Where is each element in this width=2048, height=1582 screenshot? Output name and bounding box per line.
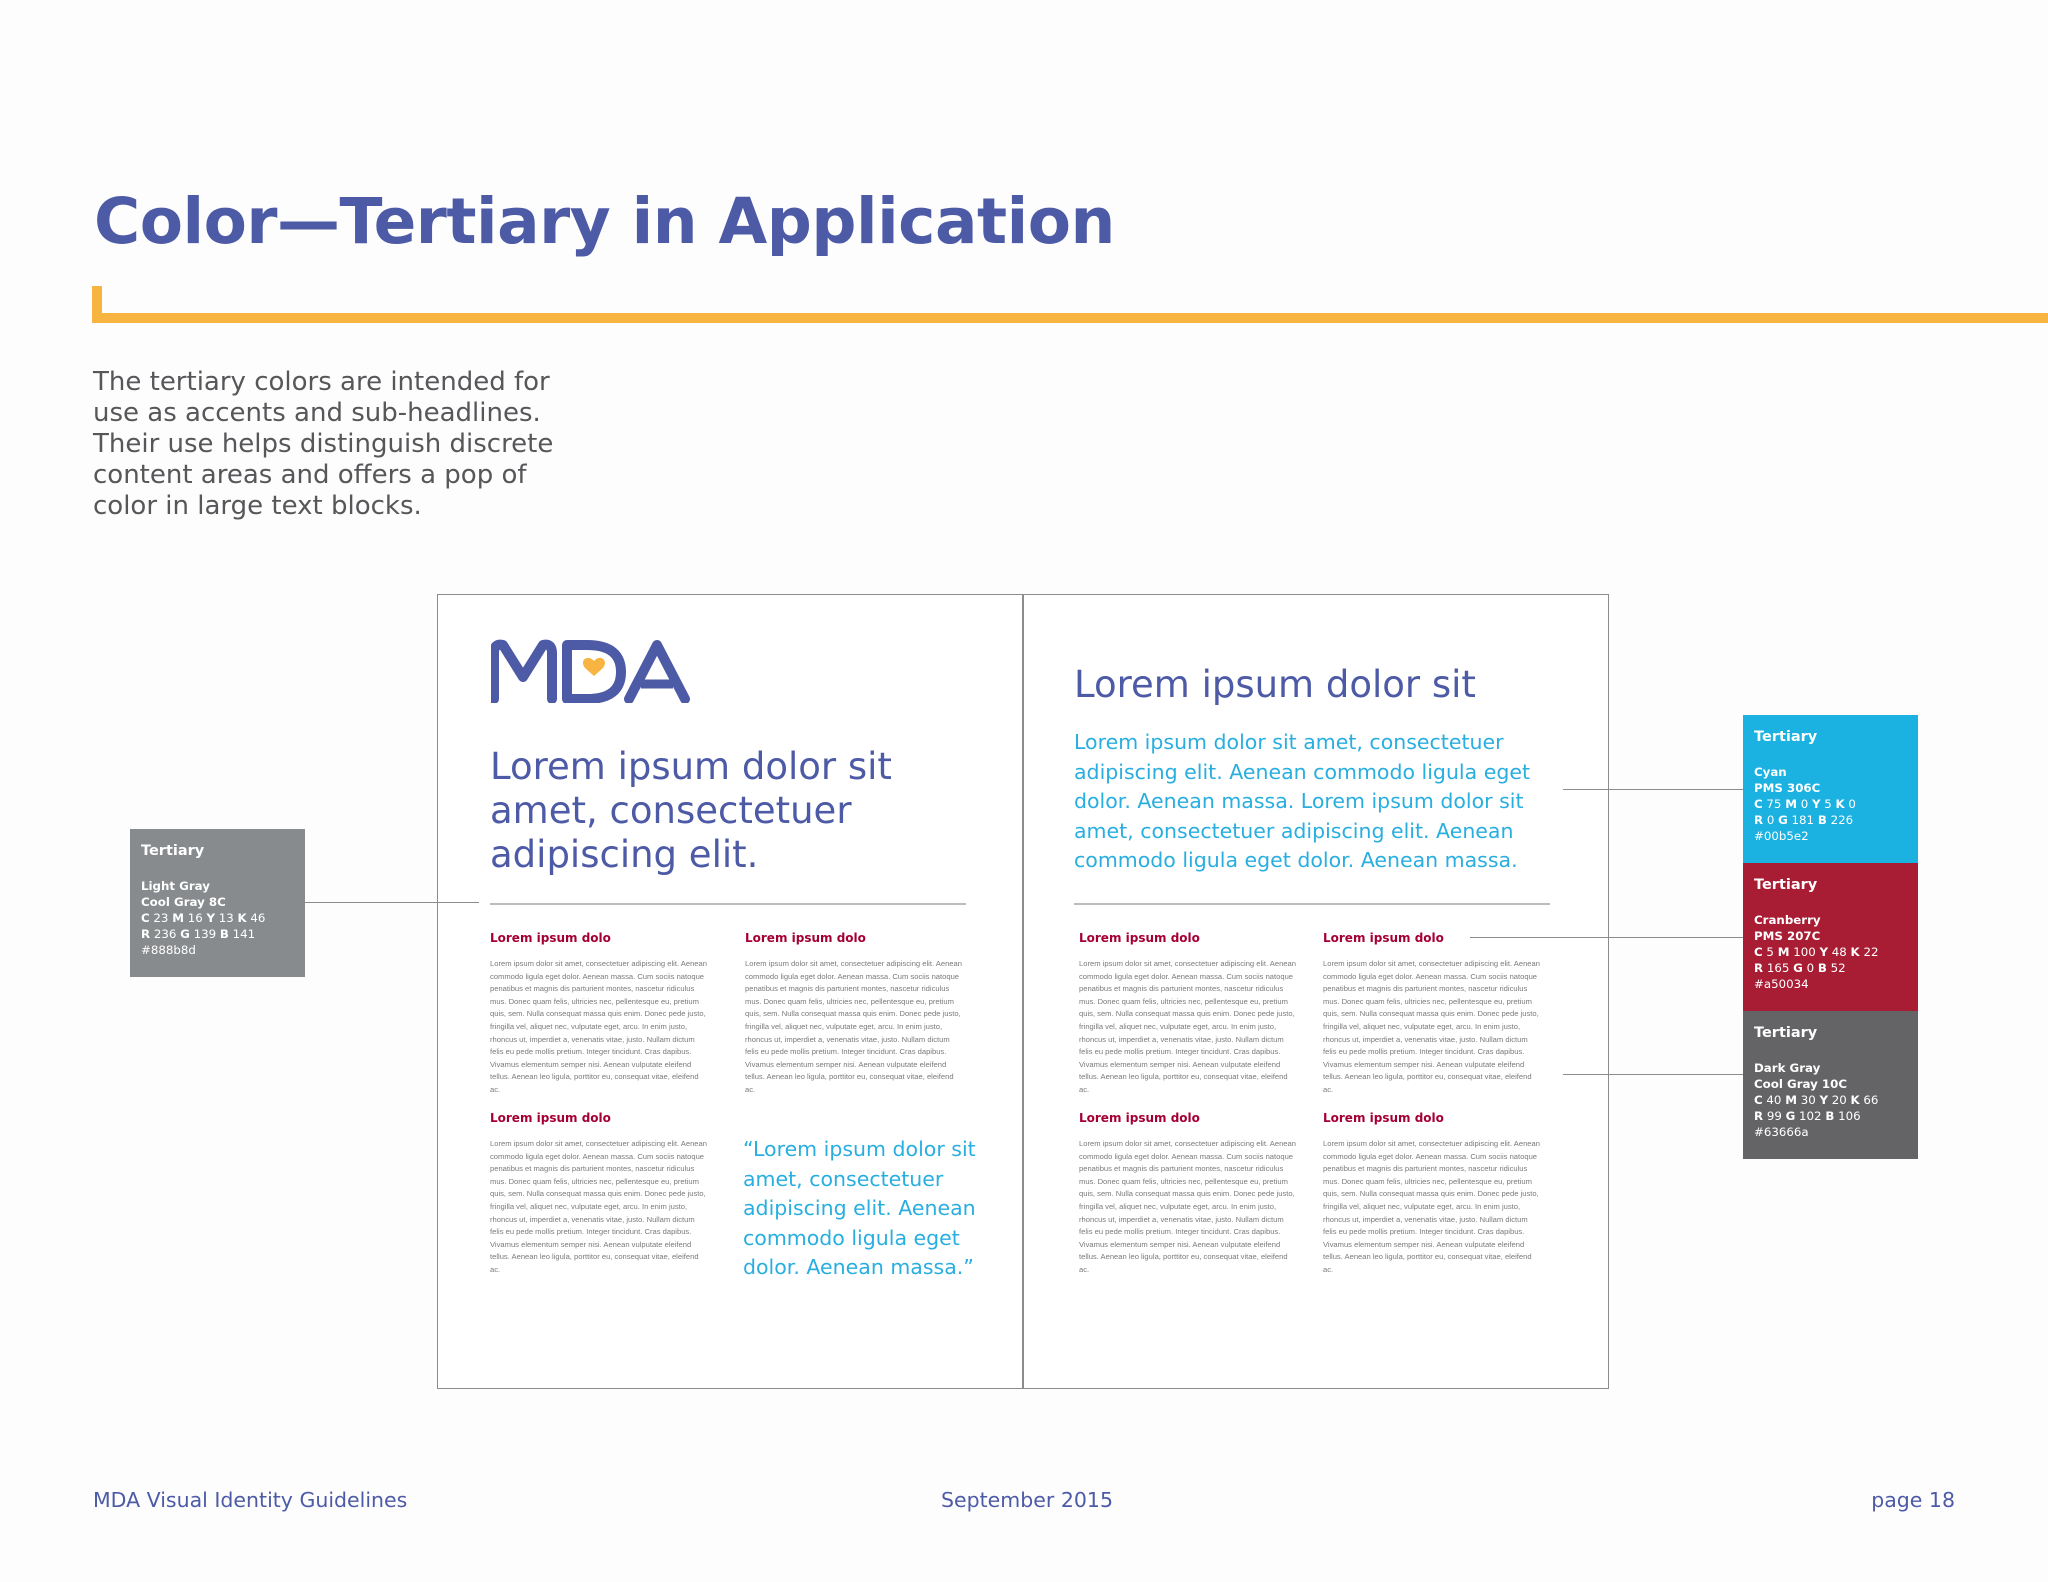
right-col-2: [1323, 931, 1541, 1097]
swatch-cyan-cmyk: C 75 M 0 Y 5 K 0: [1754, 797, 1856, 811]
right-col-3-body: Lorem ipsum dolor sit amet, consectetuer adipiscing elit. Aenean commodo ligula eget dolor. Aenean massa. Cum sociis natoque penatibus et magnis dis parturient montes, nascetur ridiculus mus. Donec quam felis, ultricies nec, pellentesque eu, pretium quis, sem. Nulla consequat massa quis enim. Donec pede justo, fringilla vel, aliquet nec, vulputate eget, arcu. In enim justo, rhoncus ut, imperdiet a, venenatis vitae, justo. Nullam dictum felis eu pede mollis pretium. Integer tincidunt. Cras dapibus. Vivamus elementum semper nisi. Aenean vulputate eleifend tellus. Aenean leo ligula, porttitor eu, consequat vitae, eleifend ac.: [1079, 1139, 1296, 1274]
left-col-2-body: Lorem ipsum dolor sit amet, consectetuer adipiscing elit. Aenean commodo ligula eget dolor. Aenean massa. Cum sociis natoque penatibus et magnis dis parturient montes, nascetur ridiculus mus. Donec quam felis, ultricies nec, pellentesque eu, pretium quis, sem. Nulla consequat massa quis enim. Donec pede justo, fringilla vel, aliquet nec, vulputate eget, arcu. In enim justo, rhoncus ut, imperdiet a, venenatis vitae, justo. Nullam dictum felis eu pede mollis pretium. Integer tincidunt. Cras dapibus. Vivamus elementum semper nisi. Aenean vulputate eleifend tellus. Aenean leo ligula, porttitor eu, consequat vitae, eleifend ac.: [745, 959, 962, 1094]
swatch-light-gray-title: Tertiary: [141, 843, 205, 859]
right-col-4-body: Lorem ipsum dolor sit amet, consectetuer adipiscing elit. Aenean commodo ligula eget dolor. Aenean massa. Cum sociis natoque penatibus et magnis dis parturient montes, nascetur ridiculus mus. Donec quam felis, ultricies nec, pellentesque eu, pretium quis, sem. Nulla consequat massa quis enim. Donec pede justo, fringilla vel, aliquet nec, vulputate eget, arcu. In enim justo, rhoncus ut, imperdiet a, venenatis vitae, justo. Nullam dictum felis eu pede mollis pretium. Integer tincidunt. Cras dapibus. Vivamus elementum semper nisi. Aenean vulputate eleifend tellus. Aenean leo ligula, porttitor eu, consequat vitae, eleifend ac.: [1323, 1139, 1540, 1274]
mda-logo-mark: [491, 639, 691, 703]
swatch-cyan-title: Tertiary: [1754, 729, 1818, 745]
left-page-divider: [490, 903, 966, 905]
swatch-dark-gray-title: Tertiary: [1754, 1025, 1818, 1041]
swatch-cranberry-cmyk: C 5 M 100 Y 48 K 22: [1754, 945, 1879, 959]
swatch-cyan-hex: #00b5e2: [1754, 829, 1809, 843]
left-col-1-body: Lorem ipsum dolor sit amet, consectetuer adipiscing elit. Aenean commodo ligula eget dolor. Aenean massa. Cum sociis natoque penatibus et magnis dis parturient montes, nascetur ridiculus mus. Donec quam felis, ultricies nec, pellentesque eu, pretium quis, sem. Nulla consequat massa quis enim. Donec pede justo, fringilla vel, aliquet nec, vulputate eget, arcu. In enim justo, rhoncus ut, imperdiet a, venenatis vitae, justo. Nullam dictum felis eu pede mollis pretium. Integer tincidunt. Cras dapibus. Vivamus elementum semper nisi. Aenean vulputate eleifend tellus. Aenean leo ligula, porttitor eu, consequat vitae, eleifend ac.: [490, 959, 707, 1094]
pull-quote: “Lorem ipsum dolor sit amet, consectetuer adipiscing elit. Aenean commodo ligula eget dolor. Aenean massa.”: [743, 1137, 976, 1279]
swatch-dark-gray: [1743, 1011, 1918, 1159]
spread-mockup: [437, 594, 1609, 1389]
swatch-cranberry-hex: #a50034: [1754, 977, 1809, 991]
connector-cyan: [1563, 789, 1743, 790]
swatch-dark-gray-pms: Cool Gray 10C: [1754, 1077, 1847, 1091]
right-col-3-heading: Lorem ipsum dolo: [1079, 1111, 1200, 1125]
right-col-2-body: Lorem ipsum dolor sit amet, consectetuer adipiscing elit. Aenean commodo ligula eget dolor. Aenean massa. Cum sociis natoque penatibus et magnis dis parturient montes, nascetur ridiculus mus. Donec quam felis, ultricies nec, pellentesque eu, pretium quis, sem. Nulla consequat massa quis enim. Donec pede justo, fringilla vel, aliquet nec, vulputate eget, arcu. In enim justo, rhoncus ut, imperdiet a, venenatis vitae, justo. Nullam dictum felis eu pede mollis pretium. Integer tincidunt. Cras dapibus. Vivamus elementum semper nisi. Aenean vulputate eleifend tellus. Aenean leo ligula, porttitor eu, consequat vitae, eleifend ac.: [1323, 959, 1540, 1094]
left-col-2-heading: Lorem ipsum dolo: [745, 931, 866, 945]
footer-date: September 2015: [941, 1488, 1113, 1512]
footer-page-number: page 18: [1871, 1488, 1955, 1512]
swatch-dark-gray-name: Dark Gray: [1754, 1061, 1821, 1075]
swatch-cranberry-pms: PMS 207C: [1754, 929, 1821, 943]
footer-doc-title: MDA Visual Identity Guidelines: [93, 1488, 408, 1512]
right-col-2-heading: Lorem ipsum dolo: [1323, 931, 1444, 945]
swatch-cyan-pms: PMS 306C: [1754, 781, 1821, 795]
right-col-1-body: Lorem ipsum dolor sit amet, consectetuer adipiscing elit. Aenean commodo ligula eget dolor. Aenean massa. Cum sociis natoque penatibus et magnis dis parturient montes, nascetur ridiculus mus. Donec quam felis, ultricies nec, pellentesque eu, pretium quis, sem. Nulla consequat massa quis enim. Donec pede justo, fringilla vel, aliquet nec, vulputate eget, arcu. In enim justo, rhoncus ut, imperdiet a, venenatis vitae, justo. Nullam dictum felis eu pede mollis pretium. Integer tincidunt. Cras dapibus. Vivamus elementum semper nisi. Aenean vulputate eleifend tellus. Aenean leo ligula, porttitor eu, consequat vitae, eleifend ac.: [1079, 959, 1296, 1094]
swatch-cyan-rgb: R 0 G 181 B 226: [1754, 813, 1854, 827]
swatch-light-gray-name: Light Gray: [141, 879, 210, 893]
page-title: Color—Tertiary in Application: [94, 185, 1115, 258]
right-col-1-heading: Lorem ipsum dolo: [1079, 931, 1200, 945]
swatch-light-gray: [130, 829, 305, 977]
swatch-light-gray-hex: #888b8d: [141, 943, 196, 957]
right-page-divider: [1074, 903, 1550, 905]
mda-logo: [491, 639, 691, 708]
swatch-cyan-name: Cyan: [1754, 765, 1787, 779]
connector-dark-gray: [1563, 1074, 1743, 1075]
swatch-light-gray-cmyk: C 23 M 16 Y 13 K 46: [141, 911, 266, 925]
swatch-cranberry: [1743, 863, 1918, 1011]
swatch-dark-gray-cmyk: C 40 M 30 Y 20 K 66: [1754, 1093, 1879, 1107]
swatch-dark-gray-hex: #63666a: [1754, 1125, 1809, 1139]
swatch-cyan: [1743, 715, 1918, 863]
right-page-lead: Lorem ipsum dolor sit amet, consectetuer adipiscing elit. Aenean commodo ligula eget dolor. Aenean massa. Lorem ipsum dolor sit amet, consectetuer adipiscing elit. Aenean commodo ligula eget dolor. Aenean massa.: [1074, 730, 1530, 872]
left-col-3-body: Lorem ipsum dolor sit amet, consectetuer adipiscing elit. Aenean commodo ligula eget dolor. Aenean massa. Cum sociis natoque penatibus et magnis dis parturient montes, nascetur ridiculus mus. Donec quam felis, ultricies nec, pellentesque eu, pretium quis, sem. Nulla consequat massa quis enim. Donec pede justo, fringilla vel, aliquet nec, vulputate eget, arcu. In enim justo, rhoncus ut, imperdiet a, venenatis vitae, justo. Nullam dictum felis eu pede mollis pretium. Integer tincidunt. Cras dapibus. Vivamus elementum semper nisi. Aenean vulputate eleifend tellus. Aenean leo ligula, porttitor eu, consequat vitae, eleifend ac.: [490, 1139, 707, 1274]
left-col-3: [490, 1111, 708, 1277]
right-col-4: [1323, 1111, 1541, 1277]
title-rule: [92, 313, 2048, 323]
right-page-headline: Lorem ipsum dolor sit: [1074, 663, 1476, 706]
right-col-3: [1079, 1111, 1297, 1277]
connector-light-gray: [303, 902, 479, 903]
swatch-cranberry-rgb: R 165 G 0 B 52: [1754, 961, 1846, 975]
swatch-light-gray-rgb: R 236 G 139 B 141: [141, 927, 256, 941]
left-page-headline: Lorem ipsum dolor sit amet, consectetuer adipiscing elit.: [490, 745, 892, 876]
swatch-cranberry-name: Cranberry: [1754, 913, 1821, 927]
right-col-4-heading: Lorem ipsum dolo: [1323, 1111, 1444, 1125]
left-col-1: [490, 931, 708, 1097]
swatch-cranberry-title: Tertiary: [1754, 877, 1818, 893]
connector-cranberry: [1470, 937, 1743, 938]
left-col-3-heading: Lorem ipsum dolo: [490, 1111, 611, 1125]
spread-spine: [1022, 595, 1024, 1388]
left-col-1-heading: Lorem ipsum dolo: [490, 931, 611, 945]
right-col-1: [1079, 931, 1297, 1097]
swatch-light-gray-pms: Cool Gray 8C: [141, 895, 226, 909]
intro-paragraph: The tertiary colors are intended for use as accents and sub-headlines. Their use helps distinguish discrete content areas and offers a pop of color in large text blocks.: [93, 367, 554, 521]
left-col-2: [745, 931, 963, 1097]
swatch-dark-gray-rgb: R 99 G 102 B 106: [1754, 1109, 1861, 1123]
